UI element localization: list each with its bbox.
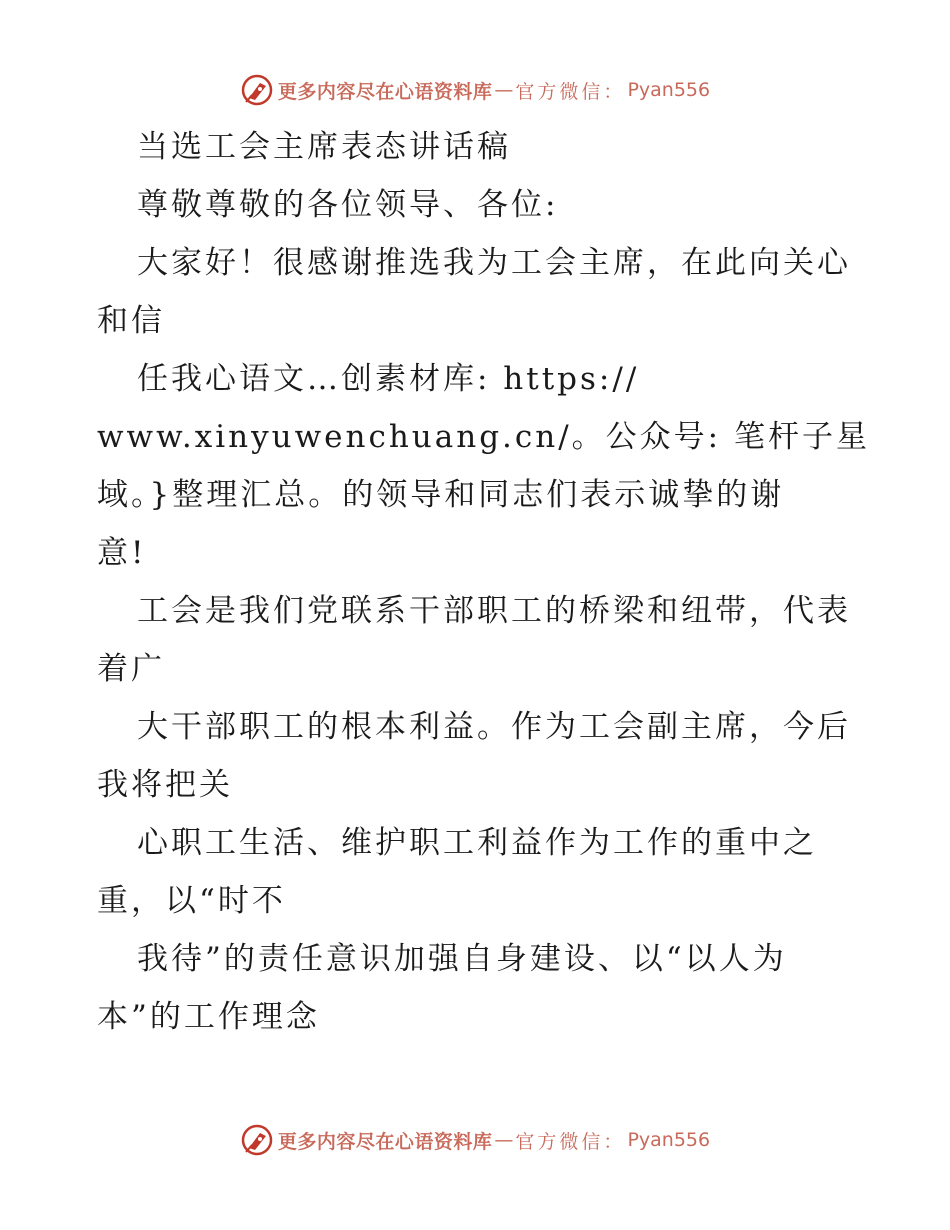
pen-nib-logo-icon	[240, 1123, 274, 1157]
header-main-text: 更多内容尽在心语资料库	[277, 80, 493, 103]
paragraph-line: 重，以“时不	[97, 883, 286, 919]
paragraph-line: 本”的工作理念	[97, 999, 320, 1035]
paragraph-line: 我将把关	[97, 767, 233, 803]
paragraph-line: 工会是我们党联系干部职工的桥梁和纽带，代表	[137, 593, 851, 629]
paragraph-line: 着广	[97, 651, 165, 687]
paragraph-line: www.xinyuwenchuang.cn/。公众号: 笔杆子星	[97, 419, 870, 455]
footer-banner	[0, 1120, 950, 1160]
footer-wechat-label: 官方微信：	[515, 1130, 626, 1153]
paragraph-line: 域。}整理汇总。的领导和同志们表示诚挚的谢	[97, 477, 785, 513]
pen-nib-logo-icon	[240, 73, 274, 107]
paragraph-line: 大家好！很感谢推选我为工会主席，在此向关心	[137, 245, 851, 281]
header-banner	[0, 70, 950, 110]
footer-dash: —	[494, 1129, 514, 1151]
paragraph-line: 和信	[97, 303, 165, 339]
footer-main-text: 更多内容尽在心语资料库	[277, 1130, 493, 1153]
document-title: 当选工会主席表态讲话稿	[137, 129, 511, 165]
paragraph-line: 大干部职工的根本利益。作为工会副主席，今后	[137, 709, 851, 745]
paragraph-line: 任我心语文…创素材库: https://	[137, 361, 640, 397]
header-wechat-id: Pyan556	[627, 79, 711, 101]
paragraph-line: 意!	[97, 535, 147, 571]
header-wechat-label: 官方微信：	[515, 80, 626, 103]
paragraph-line: 心职工生活、维护职工利益作为工作的重中之	[137, 825, 817, 861]
salutation: 尊敬尊敬的各位领导、各位:	[137, 187, 559, 223]
document-body	[97, 118, 870, 1046]
footer-wechat-id: Pyan556	[627, 1129, 711, 1151]
header-dash: —	[494, 79, 514, 101]
paragraph-line: 我待”的责任意识加强自身建设、以“以人为	[137, 941, 787, 977]
